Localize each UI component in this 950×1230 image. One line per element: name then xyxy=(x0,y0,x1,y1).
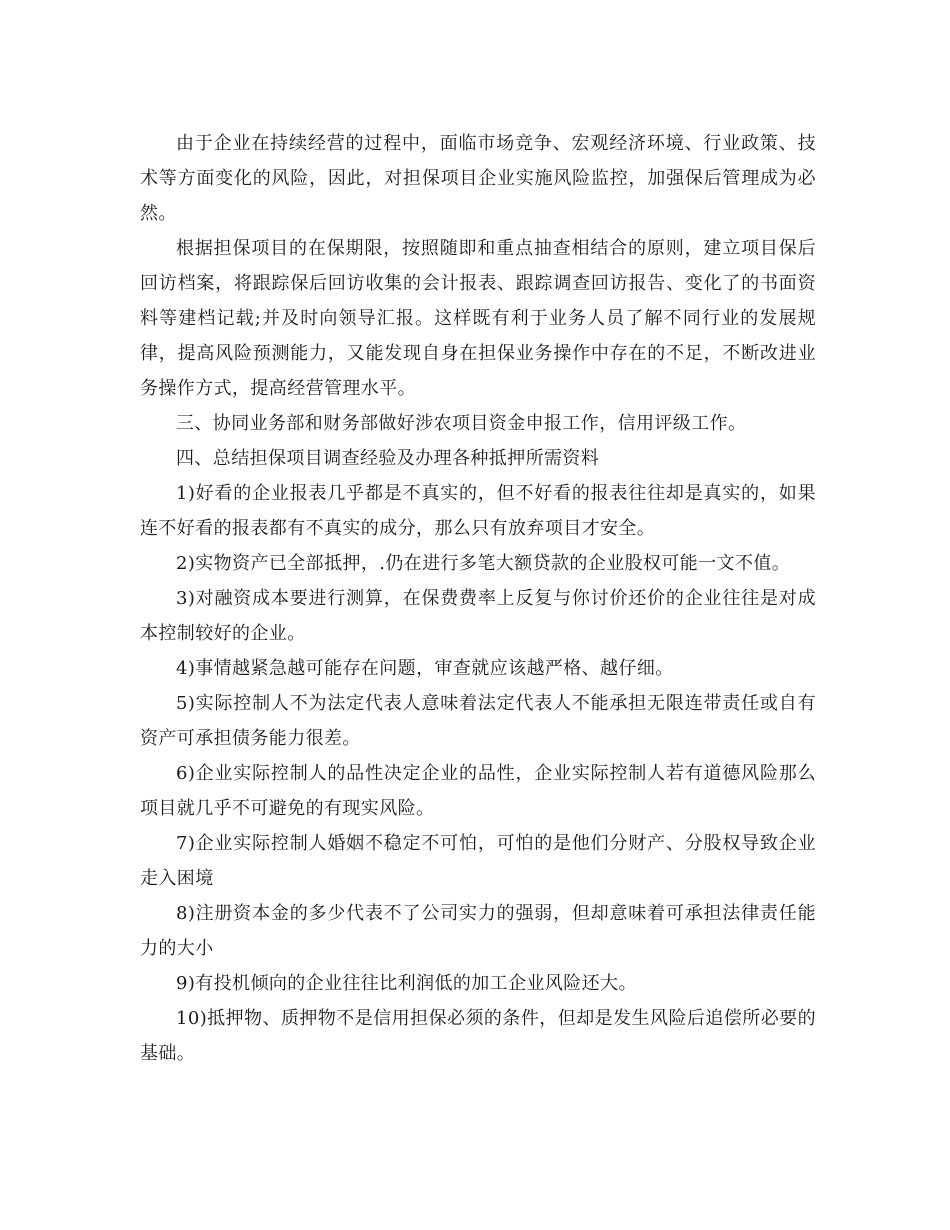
list-item-10: 10)抵押物、质押物不是信用担保必须的条件，但却是发生风险后追偿所必要的基础。 xyxy=(140,1008,816,1064)
list-item-7: 7)企业实际控制人婚姻不稳定不可怕，可怕的是他们分财产、分股权导致企业走入困境 xyxy=(140,833,816,889)
list-item-4: 4)事情越紧急越可能存在问题，审查就应该越严格、越仔细。 xyxy=(176,658,674,679)
list-item-3: 3)对融资成本要进行测算，在保费费率上反复与你讨价还价的企业往往是对成本控制较好的企业。 xyxy=(140,588,816,644)
paragraph-section-four: 四、总结担保项目调查经验及办理各种抵押所需资料 xyxy=(176,448,600,469)
paragraph-risk-monitoring: 由于企业在持续经营的过程中，面临市场竞争、宏观经济环境、行业政策、技术等方面变化的风险，因此，对担保项目企业实施风险监控，加强保后管理成为必然。 xyxy=(140,133,816,224)
list-item-6: 6)企业实际控制人的品性决定企业的品性，企业实际控制人若有道德风险那么项目就几乎不可避免的有现实风险。 xyxy=(140,763,816,819)
list-item-9: 9)有投机倾向的企业往往比利润低的加工企业风险还大。 xyxy=(176,973,637,994)
paragraph-section-three: 三、协同业务部和财务部做好涉农项目资金申报工作，信用评级工作。 xyxy=(176,413,747,434)
list-item-8: 8)注册资本金的多少代表不了公司实力的强弱，但却意味着可承担法律责任能力的大小 xyxy=(140,903,816,959)
list-item-1: 1)好看的企业报表几乎都是不真实的，但不好看的报表往往却是真实的，如果连不好看的报表都有不真实的成分，那么只有放弃项目才安全。 xyxy=(140,483,816,539)
list-item-2: 2)实物资产已全部抵押，.仍在进行多笔大额贷款的企业股权可能一文不值。 xyxy=(176,553,791,574)
list-item-5: 5)实际控制人不为法定代表人意味着法定代表人不能承担无限连带责任或自有资产可承担债务能力很差。 xyxy=(140,693,816,749)
paragraph-revisit-archive: 根据担保项目的在保期限，按照随即和重点抽查相结合的原则，建立项目保后回访档案，将跟踪保后回访收集的会计报表、跟踪调查回访报告、变化了的书面资料等建档记载;并及时向领导汇报。这样既有利于业务人员了解不同行业的发展规律，提高风险预测能力，又能发现自身在担保业务操作中存在的不足，不断改进业务操作方式，提高经营管理水平。 xyxy=(140,238,816,399)
